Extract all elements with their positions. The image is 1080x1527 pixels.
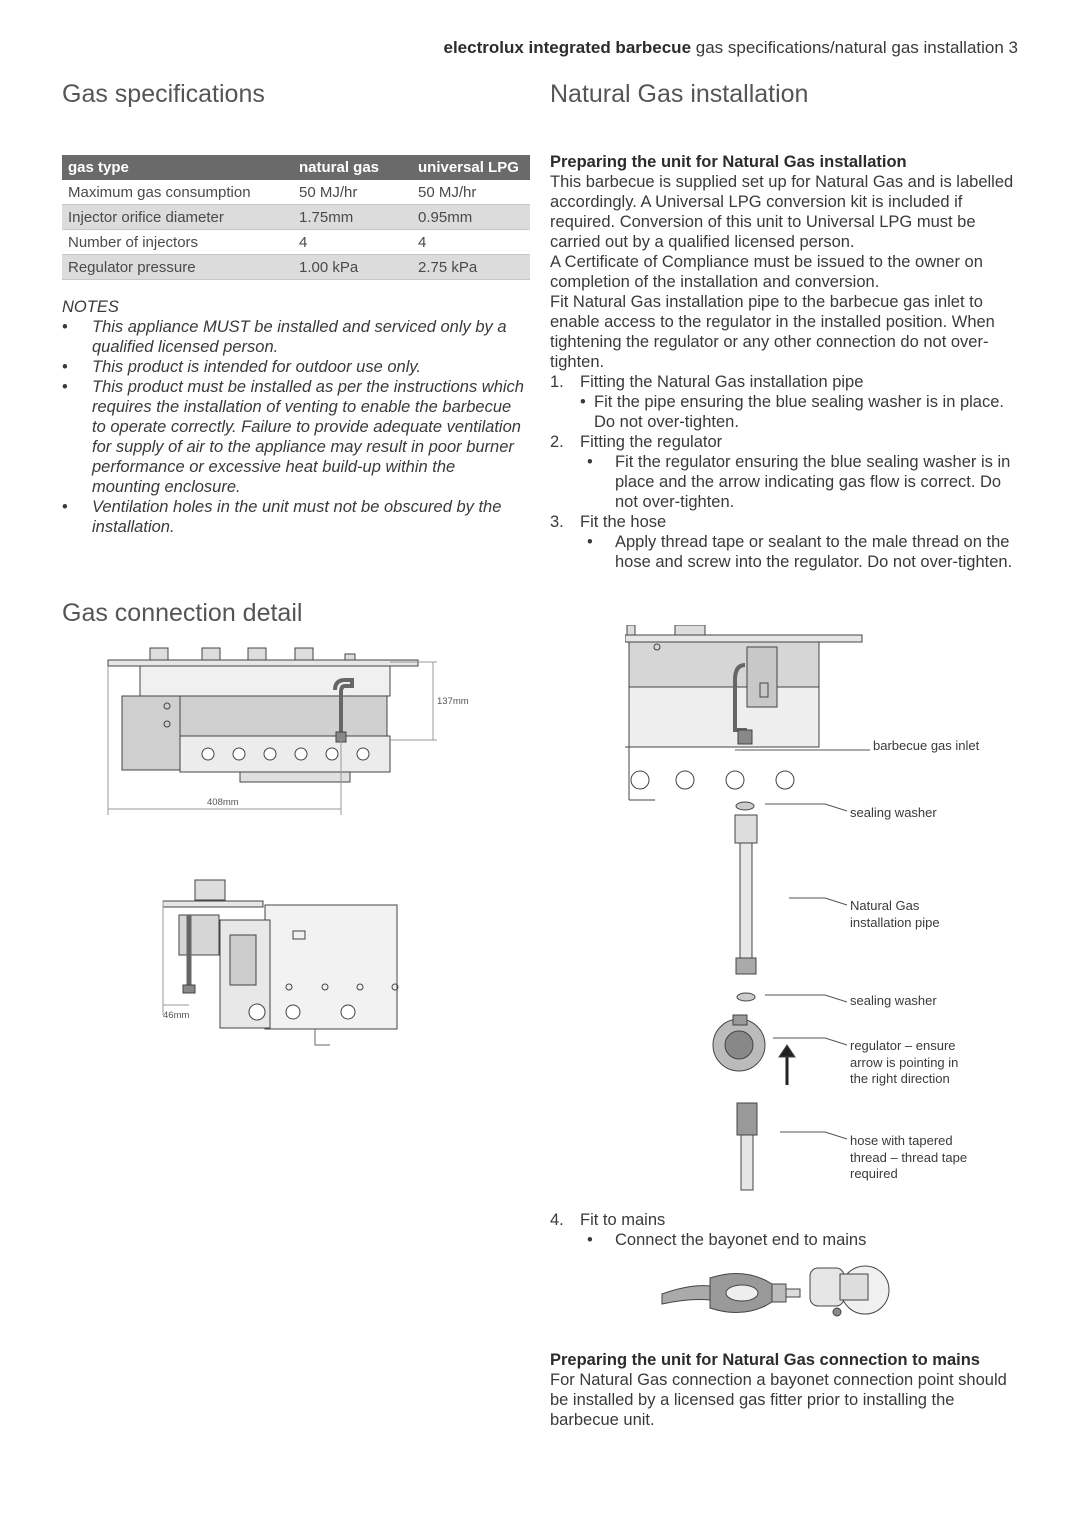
- table-cell: 50 MJ/hr: [412, 180, 530, 205]
- table-cell: 4: [412, 230, 530, 255]
- natural-gas-installation-title: Natural Gas installation: [550, 80, 809, 108]
- step-label: Fitting the Natural Gas installation pipe: [580, 373, 864, 391]
- callout-installation-pipe: [850, 898, 940, 931]
- callout-barbecue-gas-inlet: barbecue gas inlet: [873, 738, 980, 753]
- step-1: [550, 372, 1022, 392]
- callout-sealing-washer: sealing washer: [850, 805, 937, 820]
- step-2-detail: [550, 452, 1022, 512]
- step-number: 3.: [550, 513, 564, 531]
- mains-heading: Preparing the unit for Natural Gas connection to mains: [550, 1351, 980, 1369]
- table-cell: 4: [293, 230, 412, 255]
- paragraph: A Certificate of Compliance must be issued to the owner on completion of the installation and conversion.: [550, 253, 983, 291]
- callout-line: the right direction: [850, 1071, 950, 1086]
- table-cell: 50 MJ/hr: [293, 180, 412, 205]
- mains-section: [550, 1350, 1022, 1430]
- table-cell: Number of injectors: [62, 230, 293, 255]
- table-cell: Maximum gas consumption: [62, 180, 293, 205]
- side-view-diagram: [155, 875, 400, 1055]
- table-row: [62, 255, 530, 280]
- step-4-block: [550, 1210, 1022, 1250]
- callout-line: required: [850, 1166, 898, 1181]
- gas-connection-title: Gas connection detail: [62, 599, 303, 627]
- callout-line: arrow is pointing in: [850, 1054, 959, 1070]
- column-header: universal LPG: [412, 155, 530, 180]
- callout-hose: [850, 1133, 967, 1183]
- callout-line: installation pipe: [850, 914, 940, 930]
- step-number: 4.: [550, 1211, 564, 1229]
- installation-parts-diagram: [625, 625, 870, 1195]
- step-4: [550, 1210, 1022, 1230]
- step-label: Fit to mains: [580, 1211, 666, 1229]
- column-header: gas type: [62, 155, 293, 180]
- mains-text: For Natural Gas connection a bayonet connection point should be installed by a licensed gas fitter prior to installing the barbecue unit.: [550, 1371, 1007, 1429]
- step-detail: Fit the regulator ensuring the blue sealing washer is in place and the arrow indicating gas flow is correct. Do not over-tighten.: [615, 453, 1011, 511]
- table-row: [62, 230, 530, 255]
- note-item: • This appliance MUST be installed and serviced only by a qualified licensed person.: [62, 317, 524, 357]
- header-subtitle: gas specifications/natural gas installation 3: [691, 38, 1018, 57]
- table-cell: 1.75mm: [293, 205, 412, 230]
- gas-specifications-title: Gas specifications: [62, 80, 265, 108]
- step-detail: Apply thread tape or sealant to the male thread on the hose and screw into the regulator. Do not over-tighten.: [615, 533, 1013, 571]
- table-header-row: [62, 155, 530, 180]
- gas-spec-table: [62, 155, 530, 280]
- bullet: •: [580, 393, 586, 411]
- notes-title: NOTES: [62, 298, 119, 316]
- dimension-width: 408mm: [207, 797, 239, 808]
- dimension-height: 137mm: [437, 696, 469, 707]
- front-view-diagram: [100, 640, 450, 820]
- table-cell: 2.75 kPa: [412, 255, 530, 280]
- table-cell: 0.95mm: [412, 205, 530, 230]
- step-3: [550, 512, 1022, 532]
- step-detail: Connect the bayonet end to mains: [615, 1231, 867, 1249]
- note-item: • This product must be installed as per the instructions which requires the installation of venting to enable the barbecue to operate correctly. Failure to provide adequate ventilation for supply of air to the appliance may result in poor burner performance or excessive heat build-up within the mounting enclosure.: [62, 377, 524, 497]
- dimension-depth: 46mm: [163, 1010, 190, 1021]
- bayonet-connection-diagram: [660, 1262, 900, 1324]
- callout-line: Natural Gas: [850, 898, 920, 913]
- note-item: • Ventilation holes in the unit must not be obscured by the installation.: [62, 497, 524, 537]
- step-2: [550, 432, 1022, 452]
- paragraph: This barbecue is supplied set up for Natural Gas and is labelled accordingly. A Universal LPG conversion kit is included if required. Conversion of this unit to Universal LPG must be carried out by a qualified licensed person.: [550, 173, 1014, 251]
- table-cell: Regulator pressure: [62, 255, 293, 280]
- step-number: 1.: [550, 373, 564, 391]
- note-item: • This product is intended for outdoor use only.: [62, 357, 524, 377]
- step-label: Fit the hose: [580, 513, 667, 531]
- step-3-detail: [550, 532, 1022, 572]
- table-cell: 1.00 kPa: [293, 255, 412, 280]
- step-number: 2.: [550, 433, 564, 451]
- paragraph: Fit Natural Gas installation pipe to the barbecue gas inlet to enable access to the regulator in the installed position. When tightening the regulator or any other connection do not over-tighten.: [550, 293, 995, 371]
- step-4-detail: [550, 1230, 1022, 1250]
- callout-regulator: [850, 1038, 958, 1088]
- step-label: Fitting the regulator: [580, 433, 723, 451]
- installation-instructions: [550, 152, 1022, 572]
- bullet: •: [587, 1231, 593, 1249]
- table-row: [62, 205, 530, 230]
- callout-line: thread – thread tape: [850, 1149, 968, 1165]
- header-brand: electrolux integrated barbecue: [443, 38, 692, 57]
- table-cell: Injector orifice diameter: [62, 205, 293, 230]
- callout-line: hose with tapered: [850, 1133, 953, 1148]
- callout-sealing-washer-2: sealing washer: [850, 993, 937, 1008]
- notes-block: [62, 297, 524, 537]
- callout-line: regulator – ensure: [850, 1038, 956, 1053]
- page-header: [0, 38, 1018, 58]
- column-header: natural gas: [293, 155, 412, 180]
- step-1-detail: [550, 392, 1022, 432]
- step-detail: Fit the pipe ensuring the blue sealing washer is in place. Do not over-tighten.: [594, 393, 1004, 431]
- prep-heading: Preparing the unit for Natural Gas installation: [550, 153, 907, 171]
- bullet: •: [587, 453, 593, 471]
- bullet: •: [587, 533, 593, 551]
- table-row: [62, 180, 530, 205]
